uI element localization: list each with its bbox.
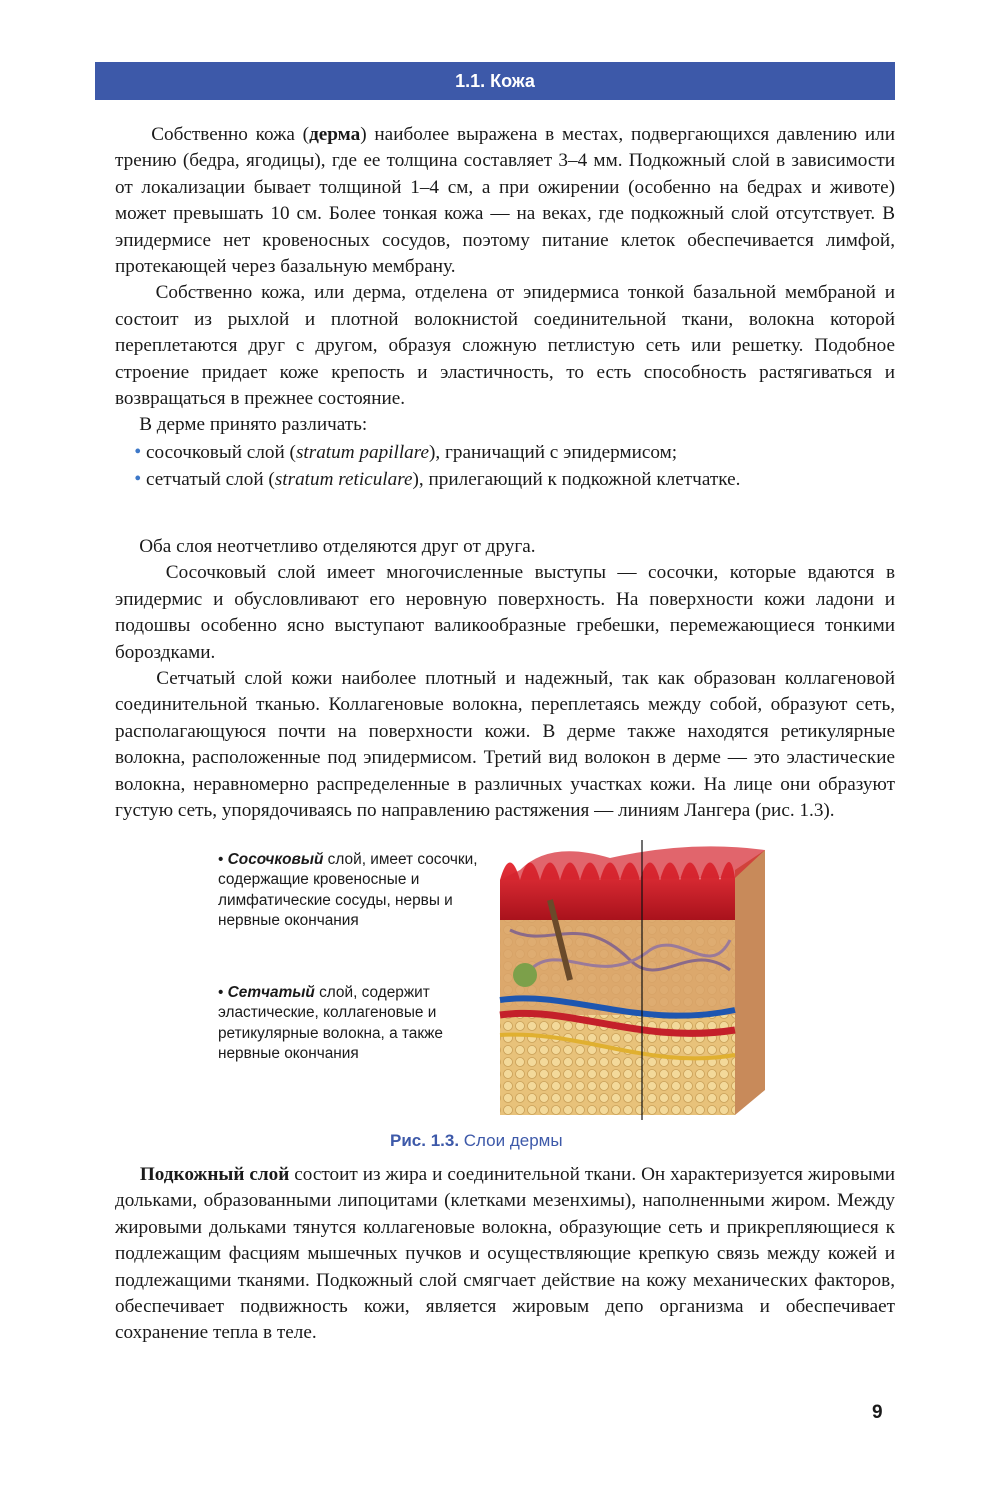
paragraph-3: В дерме принято различать: [139,414,368,436]
paragraph-1: Собственно кожа (дерма) наиболее выражена в местах, подвергающихся давлению или трению (бедра, ягодицы), где ее толщина составляет 3–4 мм. Подкожный слой в зависимости от локализации бывает толщиной 1–4 см, а при ожирении (особенно на бедрах и животе) может превышать 10 см. Более тонкая кожа — на веках, где подкожный слой отсутствует. В эпидермисе нет кровеносных сосудов, поэтому питание клеток обеспечивается лимфой, протекающей через базальную мембрану. [115,124,895,278]
bullet-dot-icon: • [134,440,142,463]
text-block-top [115,122,895,494]
paragraph-5: Сосочковый слой имеет многочисленные выступы — сосочки, которые вдаются в эпидермис и обусловливают его неровную поверхность. На поверхности кожи ладони и подошвы особенно ясно выступают валикообразные гребешки, перемежающиеся тонкими бороздками. [115,562,896,663]
dermis-illustration [490,840,770,1125]
figure-label-papillary: • Сосочковый слой, имеет сосочки, содержащие кровеносные и лимфатические сосуды, нервы и нервные окончания [218,851,478,930]
paragraph-2: Собственно кожа, или дерма, отделена от эпидермиса тонкой базальной мембраной и состоит из рыхлой и плотной волокнистой соединительной ткани, волокна которой переплетаются друг с другом, образуя сложную петлистую сеть или решетку. Подобное строение придает коже крепость и эластичность, то есть способность растягиваться и возвращаться в прежнее состояние. [115,282,896,410]
paragraph-6: Сетчатый слой кожи наиболее плотный и надежный, так как образован коллагеновой соединительной тканью. Коллагеновые волокна, переплетаясь между собой, образуют сеть, располагающуюся почти на поверхности кожи. В дерме также находятся ретикулярные волокна, расположенные под эпидермисом. Третий вид волокон в дерме — это эластические волокна, неравномерно распределенные в различных участках кожи. На лице они образуют густую сеть, упорядочиваясь по направлению растяжения — линиям Лангера (рис. 1.3). [115,668,896,822]
bullet-item-1: • сосочковый слой (stratum papillare), граничащий с эпидермисом; [134,440,678,463]
page-number: 9 [872,1402,883,1423]
paragraph-7: Подкожный слой состоит из жира и соединительной ткани. Он характеризуется жировыми дольками, образованными липоцитами (клетками мезенхимы), наполненными жиром. Между жировыми дольками тянутся коллагеновые волокна, образующие сеть и прикрепляющиеся к подлежащим фасциям мышечных пучков и осуществляющие крепкую связь между кожей и подлежащими тканями. Подкожный слой смягчает действие на кожу механических факторов, обеспечивает подвижность кожи, является жировым депо организма и обеспечивает сохранение тепла в теле. [115,1164,895,1344]
section-header: 1.1. Кожа [95,62,895,100]
text-block-middle [115,534,895,824]
dermis-term: дерма [309,124,361,145]
text-block-bottom [115,1162,895,1347]
figure-caption: Рис. 1.3. Слои дермы [390,1131,563,1150]
paragraph-4: Оба слоя неотчетливо отделяются друг от друга. [139,536,536,557]
bullet-item-2: • сетчатый слой (stratum reticulare), прилегающий к подкожной клетчатке. [134,468,741,491]
bullet-dot-icon: • [134,468,142,491]
figure-label-reticular: • Сетчатый слой, содержит эластические, коллагеновые и ретикулярные волокна, а также нервные окончания [218,984,443,1063]
